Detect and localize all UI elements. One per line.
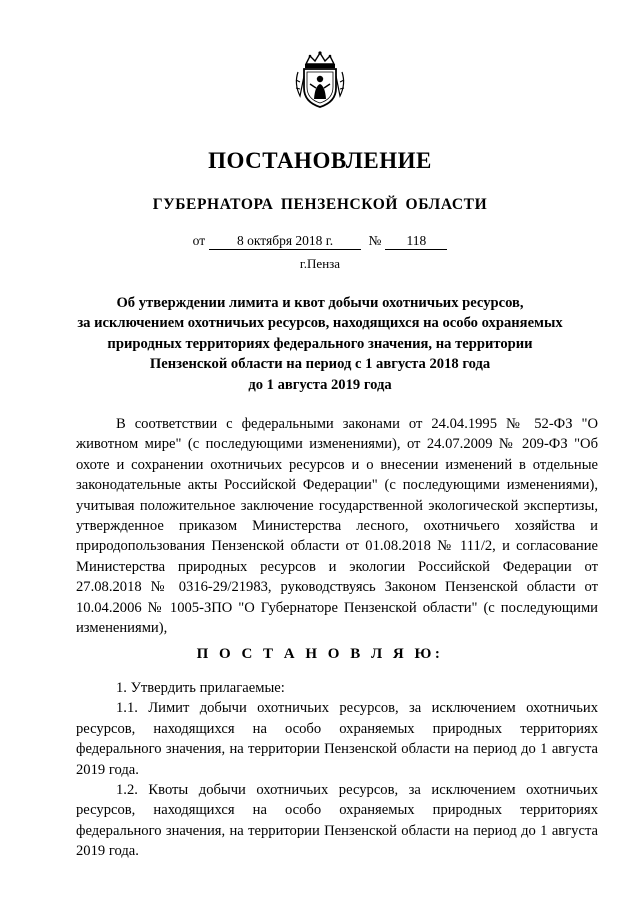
document-number: 118 — [385, 234, 447, 250]
city-name: г.Пенза — [299, 256, 341, 271]
document-subject — [60, 293, 580, 395]
subject-line: за исключением охотничьих ресурсов, находящихся на особо охраняемых — [77, 315, 563, 332]
decree-items — [76, 678, 598, 862]
date-prefix: от — [192, 233, 206, 248]
date-number-line — [0, 233, 640, 250]
document-title: ПОСТАНОВЛЕНИЕ — [208, 148, 432, 173]
issuer-title: ГУБЕРНАТОРА ПЕНЗЕНСКОЙ ОБЛАСТИ — [152, 196, 488, 213]
penza-coat-of-arms-icon — [292, 50, 348, 110]
decree-item: 1. Утвердить прилагаемые: — [116, 680, 285, 696]
document-date: 8 октября 2018 г. — [209, 234, 361, 250]
preamble-paragraph: В соответствии с федеральными законами от 24.04.1995 № 52-ФЗ "О животном мире" (с последующими изменениями), от 24.07.2009 № 209-ФЗ "Об охоте и сохранении охотничьих ресурсов и о внесении изменений в отдельные законодательные акты Российской Федерации" (с последующими изменениями), учитывая положительное заключение государственной экологической экспертизы, утвержденное приказом Министерства лесного, охотничьего хозяйства и природопользования Пензенской области от 01.08.2018 № 111/2, и согласование Министерства природных ресурсов и экологии Российской Федерации от 27.08.2018 № 0316-29/21983, руководствуясь Законом Пензенской области от 10.04.2006 № 1005-ЗПО "О Губернаторе Пензенской области" (с последующими изменениями), — [76, 416, 598, 637]
subject-line: до 1 августа 2019 года — [248, 376, 392, 393]
subject-line: Пензенской области на период с 1 августа 2018 года — [149, 356, 491, 373]
subject-line: Об утверждении лимита и квот добычи охотничьих ресурсов, — [116, 295, 524, 311]
subject-line: природных территориях федерального значения, на территории — [107, 335, 533, 352]
number-prefix: № — [368, 233, 382, 248]
decree-word: П О С Т А Н О В Л Я Ю: — [196, 646, 444, 662]
decree-item: 1.1. Лимит добычи охотничьих ресурсов, за исключением охотничьих ресурсов, находящихся на особо охраняемых природных территориях федерального значения, на территории Пензенской области на период до 1 августа 2019 года. — [76, 700, 598, 778]
decree-item: 1.2. Квоты добычи охотничьих ресурсов, за исключением охотничьих ресурсов, находящихся на особо охраняемых природных территориях федерального значения, на территории Пензенской области на период до 1 августа 2019 года. — [76, 782, 598, 860]
preamble-block — [76, 414, 598, 638]
